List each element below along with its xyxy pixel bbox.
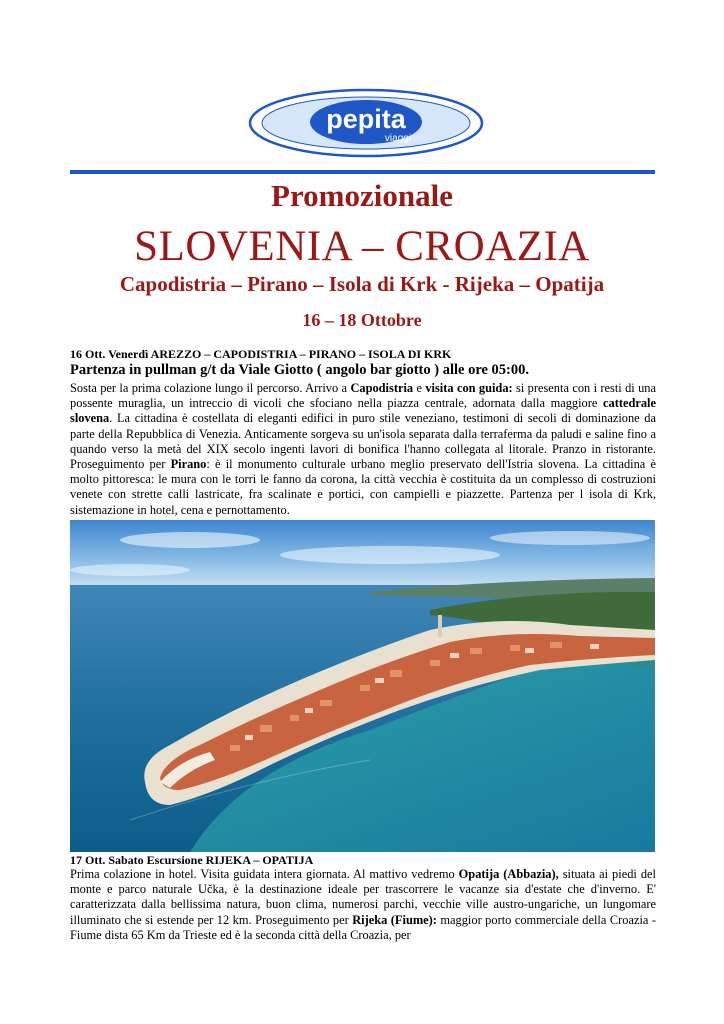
promo-label: Promozionale	[271, 178, 453, 213]
day2-description: Prima colazione in hotel. Visita guidata intera giornata. Al mattivo vedremo Opatija (Abbazia), situata ai piedi del monte e parco naturale Učka, è la destinazione ideale per trascorrere le vacanze sia d'estate che d'inverno. E' caratterizzata dalla bellissima natura, buon clima, numerosi parchi, vecchie ville austro-ungariche, un lungomare illuminato che si estende per 12 km. Proseguimento per Rijeka (Fiume): maggior porto commerciale della Croazia - Fiume dista 65 Km da Trieste ed è la seconda città della Croazia, per	[70, 867, 656, 942]
header-rule	[70, 170, 655, 174]
svg-text:pepita: pepita	[326, 104, 406, 134]
itinerary-subtitle: Capodistria – Pirano – Isola di Krk - Rijeka – Opatija	[119, 272, 605, 296]
piran-aerial-photo	[70, 520, 655, 852]
day1-heading: 16 Ott. Venerdì AREZZO – CAPODISTRIA – PIRANO – ISOLA DI KRK	[70, 347, 452, 361]
svg-text:viaggi: viaggi	[384, 133, 412, 144]
trip-dates: 16 – 18 Ottobre	[302, 310, 422, 330]
page-title: SLOVENIA – CROAZIA	[134, 223, 590, 270]
pepita-viaggi-logo	[248, 88, 484, 158]
departure-info: Partenza in pullman g/t da Viale Giotto ( angolo bar giotto ) alle ore 05:00.	[70, 362, 530, 378]
day1-description: Sosta per la prima colazione lungo il percorso. Arrivo a Capodistria e visita con guida: si presenta con i resti di una possente muraglia, un intreccio di vicoli che sfociano nella piazza centrale, adornata dalla maggiore cattedrale slovena. La cittadina è costellata di eleganti edifici in puro stile veneziano, testimoni di secoli di dominazione da parte della Repubblica di Venezia. Anticamente sorgeva su un'isola separata dalla terraferma da paludi e saline fino a quando verso la metà del XIX secolo ingenti lavori di bonifica l'hanno collegata al litorale. Pranzo in ristorante. Proseguimento per Pirano: è il monumento culturale urbano meglio preservato dell'Istria slovena. La cittadina è molto pittoresca: le mura con le torri le fanno da corona, la città vecchia è costituita da un complesso di costruzioni venete con strette calli lastricate, fra scalinate e portici, con campielli e piazzette. Partenza per l isola di Krk, sistemazione in hotel, cena e pernottamento.	[70, 381, 657, 517]
day2-heading: 17 Ott. Sabato Escursione RIJEKA – OPATIJA	[70, 853, 314, 867]
